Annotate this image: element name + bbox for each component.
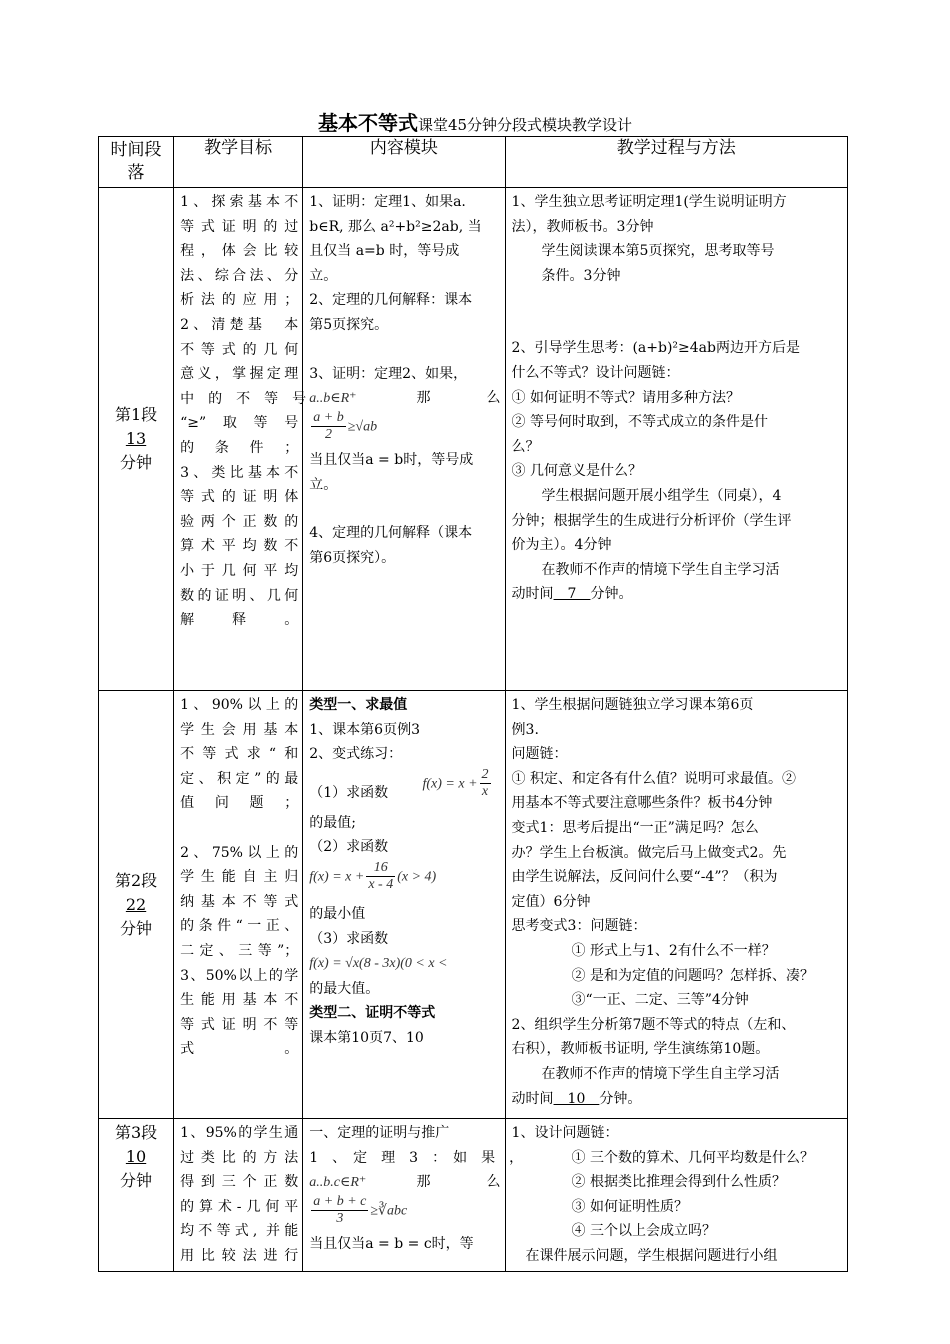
goal-line: 的条件“一正、	[180, 918, 299, 935]
formula-fraction: $\frac{2}{x}$	[481, 766, 489, 799]
content-line: 立。	[309, 476, 338, 493]
table-row	[99, 1119, 848, 1272]
content-cell	[303, 1119, 524, 1272]
text-line: 价为主）。4分钟	[511, 537, 612, 554]
text-line: 法），教师板书。3分钟	[511, 218, 654, 235]
segment-label: 第1段	[114, 405, 158, 424]
goal-line: 1、95%的学生通	[180, 1125, 299, 1141]
goal-line: 生能用基本不	[180, 992, 299, 1009]
content-cell	[303, 691, 505, 1119]
goal-line: 程，体会比较	[180, 243, 299, 260]
formula-inequality: ≥∛abc	[370, 1203, 408, 1219]
formula-fraction: $\frac{a + b}{2}$	[313, 410, 344, 443]
goal-line: 定、积定”的最	[180, 770, 299, 787]
goal-line: 意义，掌握定理	[180, 366, 299, 383]
text-line: 分钟；根据学生的生成进行分析评价（学生评	[511, 512, 792, 529]
content-line: 课本第10页7、10	[309, 1029, 424, 1046]
process-line: 1、设计问题链：	[511, 1125, 619, 1141]
goal-line: 析法的应用；	[180, 292, 299, 309]
content-line: （2）求函数	[309, 839, 389, 856]
content-line: 3、证明：定理2、如果，	[309, 365, 468, 382]
text-line: ① 形式上与1、2有什么不一样？	[571, 942, 776, 959]
text-line: ① 如何证明不等式？请用多种方法？	[511, 389, 740, 406]
text-line: ④ 三个以上会成立吗？	[571, 1223, 716, 1240]
process-line: 动时间	[511, 1090, 554, 1107]
header-goal: 教学目标	[174, 137, 303, 188]
goal-line: 过类比的方法	[180, 1149, 299, 1166]
goal-line: 用比较法进行	[180, 1247, 299, 1264]
segment-label: 第2段	[114, 870, 158, 890]
text-line: ③“一正、二定、三等”4分钟	[571, 992, 749, 1009]
process-line: 动时间	[511, 586, 554, 603]
process-line: 在教师不作声的情境下学生自主学习活	[541, 1065, 780, 1082]
goal-line: 纳基本不等式	[180, 893, 299, 910]
content-line: 1 、 定 理 3 ： 如 果 ，	[309, 1149, 524, 1166]
goal-line: 2、75%以上的	[180, 844, 299, 861]
content-line: 1、课本第6页例3	[309, 721, 420, 738]
text-line: 右积），教师板书证明, 学生演练第10题。	[511, 1041, 770, 1058]
text-line: 第5页探究。	[309, 316, 389, 333]
formula-condition: a..b.c∈R⁺	[309, 1175, 367, 1191]
formula-fraction: $\frac{a + b + c}{3}$	[313, 1194, 367, 1227]
goal-line: 学生能自主归	[180, 869, 299, 886]
text-line: 第6页探究）。	[309, 549, 396, 566]
content-line: 当且仅当a = b时，等号成	[309, 452, 474, 469]
lesson-plan-table	[98, 136, 848, 1272]
process-line: 在课件展示问题，学生根据问题进行小组	[525, 1247, 778, 1264]
goal-line: 解释。	[180, 612, 299, 629]
text-line: 条件。3分钟	[541, 267, 621, 284]
goal-line: 1、90%以上的	[180, 697, 299, 713]
table-row	[99, 691, 848, 1119]
content-line: 的最大值。	[309, 980, 380, 997]
text-line: 4、定理的几何解释（课本	[309, 525, 473, 542]
text-line: 例3.	[511, 721, 539, 738]
goal-line: 的算术-几何平	[180, 1198, 299, 1215]
text-line: ① 三个数的算术、几何平均数是什么？	[571, 1149, 814, 1166]
content-line: 的最小值	[309, 905, 366, 922]
content-line: 那 么	[416, 390, 501, 407]
goal-line: 学生会用基本	[180, 721, 299, 738]
goal-line: 1、探索基本不	[180, 194, 299, 210]
goal-line: 式。	[180, 1041, 299, 1058]
goal-line: 算术平均数不	[180, 538, 299, 555]
text-line: 1、学生根据问题链独立学习课本第6页	[511, 697, 754, 713]
formula-condition: a..b∈R⁺	[309, 391, 357, 407]
text-line: 问题链：	[511, 746, 568, 763]
text-line: 立。	[309, 267, 338, 284]
process-cell	[505, 1119, 847, 1272]
goal-line: 等式的证明体	[180, 489, 299, 506]
goal-line: 数的证明、几何	[180, 587, 299, 604]
segment-unit: 分钟	[120, 918, 153, 938]
goal-line: 均不等式, 并能	[180, 1223, 299, 1240]
text-line: ② 等号何时取到，不等式成立的条件是什	[511, 414, 768, 431]
goal-line: 3、类比基本不	[180, 464, 299, 481]
goal-cell	[174, 188, 307, 691]
content-cell	[303, 188, 505, 691]
segment-cell	[99, 691, 174, 1119]
formula-function: f(x) = √x(8 - 3x)(0 < x <	[309, 956, 448, 972]
goal-line: 3、50%以上的学	[180, 967, 299, 984]
page-title	[0, 111, 950, 137]
content-line: 那 么	[416, 1174, 501, 1191]
text-line: ③ 如何证明性质？	[571, 1198, 688, 1215]
process-line: 在教师不作声的情境下学生自主学习活	[541, 561, 780, 578]
header-content: 内容模块	[303, 137, 505, 188]
process-cell	[505, 188, 847, 691]
header-time	[99, 137, 174, 188]
text-line: 定值）6分钟	[511, 893, 591, 910]
header-time-line: 落	[127, 163, 145, 183]
title-bold: 基本不等式	[317, 111, 418, 135]
text-line: 2、组织学生分析第7题不等式的特点（左和、	[511, 1016, 796, 1033]
formula-function: f(x) = x +	[309, 869, 365, 885]
goal-line: 等式证明不等	[180, 1016, 299, 1033]
header-time-line: 时间段	[110, 140, 162, 160]
formula-fraction: $\frac{16}{x - 4}$	[368, 859, 394, 892]
goal-cell	[174, 1119, 303, 1272]
content-line: 的最值;	[309, 814, 356, 831]
goal-line	[180, 816, 298, 841]
text-line: ② 根据类比推理会得到什么性质？	[571, 1174, 786, 1191]
goal-line: 不等式的几何	[180, 341, 299, 358]
segment-cell	[99, 188, 174, 691]
goal-line: 得到三个正数	[180, 1174, 299, 1191]
process-line: 分钟。	[590, 586, 633, 603]
text-line: 1、证明：定理1、如果a.	[309, 194, 466, 210]
text-line: ① 积定、和定各有什么值？说明可求最值。②	[511, 770, 796, 787]
formula-inequality: ≥√ab	[347, 419, 378, 435]
formula-function: f(x) = x +	[422, 776, 478, 792]
goal-line: 验两个正数的	[180, 513, 299, 530]
segment-label: 第3段	[114, 1123, 158, 1142]
goal-line: 法、综合法、分	[180, 267, 299, 284]
goal-line: 的条件；	[180, 439, 299, 456]
content-line: 当且仅当a = b = c时，等	[309, 1236, 474, 1253]
text-line: 1、学生独立思考证明定理1(学生说明证明方	[511, 194, 787, 210]
content-type-heading: 类型二、证明不等式	[309, 1005, 436, 1022]
content-line: （3）求函数	[309, 930, 389, 947]
segment-cell	[99, 1119, 174, 1272]
goal-line: 等式证明的过	[180, 218, 299, 235]
content-line: 一、定理的证明与推广	[309, 1125, 450, 1141]
goal-cell	[174, 691, 303, 1119]
text-line: 2、引导学生思考：(a+b)²≥4ab两边开方后是	[511, 340, 800, 357]
content-line: （1）求函数	[309, 784, 389, 801]
content-line: 2、变式练习：	[309, 746, 403, 763]
process-line: 分钟。	[599, 1090, 642, 1107]
text-line: b∈R, 那么 a²+b²≥2ab, 当	[309, 218, 482, 235]
goal-line: 中 的 不 等 号	[180, 390, 307, 407]
text-line: 么？	[511, 438, 540, 455]
text-line: 变式1：思考后提出“一正”满足吗？怎么	[511, 819, 759, 836]
table-row	[99, 188, 848, 691]
text-line: 2、定理的几何解释：课本	[309, 292, 473, 309]
text-line: ② 是和为定值的问题吗？怎样拆、凑？	[571, 967, 814, 984]
goal-line: 值问题；	[180, 795, 299, 812]
goal-line: 不等式求“和	[180, 746, 299, 763]
content-type-heading: 类型一、求最值	[309, 697, 408, 713]
header-process: 教学过程与方法	[505, 137, 847, 188]
text-line: 学生根据问题开展小组学生（同桌），4	[541, 487, 782, 504]
text-line: 办？学生上台板演。做完后马上做变式2。先	[511, 844, 787, 861]
goal-line: 二定、三等”；	[180, 942, 299, 959]
minutes-blank: 7	[553, 586, 591, 603]
title-rest: 课堂45分钟分段式模块教学设计	[417, 116, 633, 134]
text-line: 由学生说解法，反问问什么要“-4”？（积为	[511, 869, 778, 886]
process-cell	[505, 691, 847, 1119]
segment-minutes: 22	[125, 894, 147, 914]
segment-minutes: 10	[125, 1147, 147, 1166]
formula-domain: (x > 4)	[397, 869, 437, 885]
text-line: 用基本不等式要注意哪些条件？板书4分钟	[511, 795, 773, 812]
text-line: 思考变式3：问题链：	[511, 918, 647, 935]
text-line: ③ 几何意义是什么？	[511, 463, 642, 480]
goal-line: “≥”取等号	[180, 415, 299, 432]
text-line: 学生阅读课本第5页探究，思考取等号	[541, 243, 775, 260]
goal-line: 小于几何平均	[180, 562, 299, 579]
text-line: 且仅当 a=b 时，等号成	[309, 243, 460, 260]
text-line: 什么不等式？设计问题链：	[511, 364, 680, 381]
segment-unit: 分钟	[120, 1171, 153, 1190]
segment-unit: 分钟	[120, 453, 153, 472]
segment-minutes: 13	[125, 429, 147, 448]
header-row	[99, 137, 848, 188]
minutes-blank: 10	[553, 1090, 600, 1107]
goal-line: 2、清楚基 本	[180, 316, 299, 333]
